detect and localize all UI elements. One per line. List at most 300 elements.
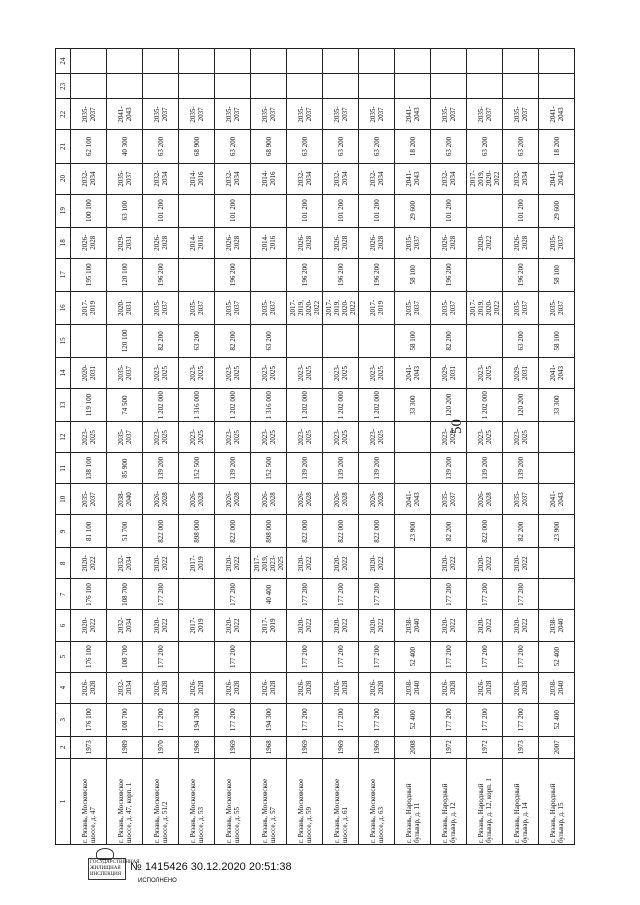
table-cell: 2035-2037	[251, 99, 287, 130]
table-cell: 2026-2028	[71, 672, 107, 703]
address-cell: г. Рязань, Московское шоссе, д. 51/2	[143, 758, 179, 844]
table-cell	[467, 74, 503, 99]
address-cell: г. Рязань, Московское шоссе, д. 53	[179, 758, 215, 844]
address-cell: г. Рязань, Московское шоссе, д. 55	[215, 758, 251, 844]
table-cell: 2041-2043	[539, 99, 575, 130]
table-cell: 2038-2040	[395, 672, 431, 703]
address-cell: г. Рязань, Московское шоссе, д. 47	[71, 758, 107, 844]
table-cell: 139 200	[323, 453, 359, 484]
table-cell	[179, 579, 215, 610]
table-cell: 2020-2022	[323, 610, 359, 641]
table-cell: 2032-2034	[107, 672, 143, 703]
table-cell: 51 700	[107, 515, 143, 548]
table-cell: 68 900	[251, 130, 287, 163]
table-cell: 63 200	[359, 130, 395, 163]
table-cell: 177 200	[323, 703, 359, 736]
table-cell: 63 200	[179, 324, 215, 357]
table-cell: 58 100	[395, 258, 431, 291]
table-cell: 1972	[467, 736, 503, 758]
table-cell: 2023-2025	[359, 357, 395, 388]
table-cell	[323, 324, 359, 357]
table-cell: 2026-2028	[503, 672, 539, 703]
table-cell: 1973	[503, 736, 539, 758]
table-cell: 152 500	[179, 453, 215, 484]
table-cell: 2035-2037	[287, 99, 323, 130]
table-cell: 2020-2031	[71, 357, 107, 388]
table-cell: 2023-2025	[179, 357, 215, 388]
table-cell: 2035-2037	[431, 484, 467, 515]
table-cell: 1968	[251, 736, 287, 758]
table-cell	[395, 74, 431, 99]
table-row	[431, 49, 467, 845]
table-cell: 63 200	[323, 130, 359, 163]
column-header: 8	[56, 548, 71, 579]
column-header: 2	[56, 736, 71, 758]
table-cell: 2017-2019	[359, 291, 395, 324]
table-cell: 1 202 000	[359, 389, 395, 422]
table-cell	[107, 49, 143, 74]
address-cell: г. Рязань, Народный бульвар, д. 15	[539, 758, 575, 844]
table-cell: 108 700	[107, 703, 143, 736]
table-cell	[539, 548, 575, 579]
table-cell: 196 200	[431, 258, 467, 291]
table-cell	[215, 74, 251, 99]
table-cell: 2032-2034	[323, 163, 359, 194]
table-cell: 2020-2022	[467, 610, 503, 641]
table-cell: 2041-2043	[107, 99, 143, 130]
table-cell: 2023-2025	[251, 357, 287, 388]
table-cell: 2035-2037	[107, 422, 143, 453]
table-cell: 63 200	[503, 324, 539, 357]
table-cell: 2014-2016	[179, 227, 215, 258]
page-number: 50	[449, 419, 465, 434]
table-cell: 100 100	[71, 194, 107, 227]
table-cell: 2026-2028	[251, 672, 287, 703]
table-cell: 2020-2022	[287, 548, 323, 579]
table-cell: 101 200	[431, 194, 467, 227]
table-cell: 1 202 000	[323, 389, 359, 422]
table-cell: 176 100	[71, 703, 107, 736]
table-cell	[539, 49, 575, 74]
table-cell	[323, 49, 359, 74]
table-cell: 898 000	[179, 515, 215, 548]
table-cell: 2032-2034	[431, 163, 467, 194]
table-cell: 2038-2040	[539, 672, 575, 703]
table-cell: 120 100	[107, 324, 143, 357]
table-cell: 177 200	[215, 641, 251, 672]
column-header: 5	[56, 641, 71, 672]
table-cell	[395, 453, 431, 484]
table-cell: 195 100	[71, 258, 107, 291]
table-cell: 822 000	[323, 515, 359, 548]
table-cell: 196 200	[503, 258, 539, 291]
table-cell: 2020-2022	[71, 548, 107, 579]
table-cell: 177 200	[143, 579, 179, 610]
table-cell: 194 300	[251, 703, 287, 736]
table-cell: 2041-2043	[395, 357, 431, 388]
stamp-subtext: ИСПОЛНЕНО	[138, 878, 177, 884]
table-cell	[503, 49, 539, 74]
table-cell: 2038-2040	[395, 610, 431, 641]
column-header: 12	[56, 422, 71, 453]
column-header: 10	[56, 484, 71, 515]
table-cell: 2026-2028	[431, 672, 467, 703]
table-cell	[323, 74, 359, 99]
table-cell: 177 200	[431, 703, 467, 736]
table-cell: 196 200	[323, 258, 359, 291]
table-cell: 2026-2028	[143, 672, 179, 703]
table-cell: 196 200	[215, 258, 251, 291]
table-cell: 2017-2019, 2020-2022	[323, 291, 359, 324]
table-cell: 63 200	[251, 324, 287, 357]
table-cell	[467, 49, 503, 74]
table-cell: 2017-2019	[71, 291, 107, 324]
table-cell	[503, 74, 539, 99]
table-cell	[539, 74, 575, 99]
table-cell: 2017-2019, 2023-2025	[251, 548, 287, 579]
table-cell	[143, 74, 179, 99]
table-cell: 2023-2025	[287, 357, 323, 388]
table-cell: 2023-2025	[431, 422, 467, 453]
table-cell: 2020-2022	[71, 610, 107, 641]
table-cell: 2026-2028	[179, 484, 215, 515]
table-body	[71, 49, 575, 845]
table-cell: 63 200	[215, 130, 251, 163]
table-cell: 23 900	[539, 515, 575, 548]
table-cell: 2035-2037	[467, 99, 503, 130]
table-cell: 23 900	[395, 515, 431, 548]
table-row	[287, 49, 323, 845]
table-cell: 176 100	[71, 579, 107, 610]
table-row	[179, 49, 215, 845]
table-cell	[251, 49, 287, 74]
column-header: 9	[56, 515, 71, 548]
table-cell: 120 200	[503, 389, 539, 422]
table-cell: 2023-2025	[143, 422, 179, 453]
table-row	[107, 49, 143, 845]
table-cell: 2023-2025	[71, 422, 107, 453]
table-cell: 152 500	[251, 453, 287, 484]
table-cell: 2020-2022	[215, 548, 251, 579]
table-cell	[431, 74, 467, 99]
column-header: 21	[56, 130, 71, 163]
table-cell: 177 200	[503, 703, 539, 736]
table-cell: 101 200	[359, 194, 395, 227]
table-cell: 2020-2022	[323, 548, 359, 579]
table-cell: 1989	[107, 736, 143, 758]
table-cell: 2035-2037	[143, 99, 179, 130]
table-cell: 2017-2019, 2020-2022	[467, 291, 503, 324]
column-header: 23	[56, 74, 71, 99]
table-cell: 2014-2016	[251, 163, 287, 194]
table-cell: 2023-2025	[143, 357, 179, 388]
table-cell: 2041-2043	[539, 484, 575, 515]
table-cell: 177 200	[467, 703, 503, 736]
table-cell: 1970	[143, 736, 179, 758]
table-cell: 177 200	[287, 703, 323, 736]
table-cell: 2032-2034	[143, 163, 179, 194]
table-cell: 2026-2028	[359, 484, 395, 515]
table-cell: 822 000	[143, 515, 179, 548]
table-cell: 82 200	[431, 515, 467, 548]
table-cell: 2020-2022	[467, 548, 503, 579]
table-cell: 2020-2022	[359, 548, 395, 579]
table-cell: 2026-2028	[359, 227, 395, 258]
table-row	[71, 49, 107, 845]
table-cell: 81 100	[71, 515, 107, 548]
table-cell: 177 200	[323, 641, 359, 672]
table-cell	[467, 194, 503, 227]
table-cell: 52 400	[539, 641, 575, 672]
table-cell: 2017-2019, 2020-2022	[467, 163, 503, 194]
column-header: 14	[56, 357, 71, 388]
table-cell	[71, 74, 107, 99]
table-cell: 2035-2037	[143, 291, 179, 324]
table-cell	[431, 49, 467, 74]
table-cell: 822 000	[467, 515, 503, 548]
table-cell: 1969	[359, 736, 395, 758]
table-cell: 177 200	[503, 579, 539, 610]
table-row	[503, 49, 539, 845]
address-cell: г. Рязань, Народный бульвар, д. 11	[395, 758, 431, 844]
table-cell: 2023-2025	[251, 422, 287, 453]
table-cell: 2032-2034	[215, 163, 251, 194]
table-cell: 1973	[71, 736, 107, 758]
table-cell: 2032-2034	[503, 163, 539, 194]
table-cell: 177 200	[143, 641, 179, 672]
table-cell: 2026-2028	[359, 672, 395, 703]
table-cell: 196 200	[287, 258, 323, 291]
table-cell: 177 200	[287, 579, 323, 610]
table-cell: 85 900	[107, 453, 143, 484]
table-cell: 2020-2022	[431, 610, 467, 641]
table-cell: 1 316 000	[251, 389, 287, 422]
table-cell: 177 200	[431, 579, 467, 610]
table-row	[395, 49, 431, 845]
table-cell: 177 200	[503, 641, 539, 672]
column-header: 3	[56, 703, 71, 736]
table-cell: 822 000	[215, 515, 251, 548]
table-cell: 2008	[395, 736, 431, 758]
table-cell: 2035-2037	[395, 291, 431, 324]
table-cell: 1 202 000	[467, 389, 503, 422]
address-cell: г. Рязань, Народный бульвар, д. 14	[503, 758, 539, 844]
table-cell: 177 200	[359, 703, 395, 736]
table-cell: 63 200	[143, 130, 179, 163]
table-row	[539, 49, 575, 845]
address-cell: г. Рязань, Народный бульвар, д. 12	[431, 758, 467, 844]
table-cell: 1 202 000	[143, 389, 179, 422]
table-cell: 52 400	[395, 641, 431, 672]
table-cell	[215, 49, 251, 74]
table-cell: 101 200	[323, 194, 359, 227]
table-row	[323, 49, 359, 845]
table-cell: 2035-2037	[503, 99, 539, 130]
table-cell: 2026-2028	[503, 227, 539, 258]
table-cell: 82 200	[215, 324, 251, 357]
table-cell: 2026-2028	[251, 484, 287, 515]
table-cell: 139 200	[287, 453, 323, 484]
table-cell: 52 400	[395, 703, 431, 736]
data-table	[55, 48, 575, 845]
table-cell: 63 100	[107, 194, 143, 227]
table-cell: 2035-2037	[107, 357, 143, 388]
column-header: 6	[56, 610, 71, 641]
table-cell	[287, 324, 323, 357]
table-cell: 177 200	[359, 579, 395, 610]
table-cell: 101 200	[143, 194, 179, 227]
table-cell: 2035-2037	[107, 163, 143, 194]
table-cell: 82 200	[503, 515, 539, 548]
table-cell: 2023-2025	[215, 422, 251, 453]
table-cell: 2038-2040	[107, 484, 143, 515]
table-cell: 2035-2037	[359, 99, 395, 130]
table-cell	[71, 324, 107, 357]
table-cell: 63 200	[503, 130, 539, 163]
table-cell: 2035-2037	[251, 291, 287, 324]
table-cell: 2026-2028	[215, 484, 251, 515]
address-cell: г. Рязань, Московское шоссе, д. 47, корп. 1	[107, 758, 143, 844]
table-cell: 101 200	[287, 194, 323, 227]
table-cell: 2017-2019	[179, 610, 215, 641]
table-cell: 40 300	[107, 130, 143, 163]
table-cell: 2023-2025	[467, 422, 503, 453]
table-cell: 108 700	[107, 641, 143, 672]
table-cell: 2026-2028	[323, 227, 359, 258]
table-cell: 2014-2016	[251, 227, 287, 258]
table-cell: 2020-2022	[143, 548, 179, 579]
table-cell: 58 100	[539, 324, 575, 357]
table-cell: 898 000	[251, 515, 287, 548]
table-cell: 2035-2037	[71, 99, 107, 130]
table-cell: 2023-2025	[287, 422, 323, 453]
address-cell: г. Рязань, Народный бульвар, д. 12, корп. 1	[467, 758, 503, 844]
table-cell: 82 200	[143, 324, 179, 357]
table-cell	[251, 194, 287, 227]
table-cell: 822 000	[287, 515, 323, 548]
table-cell	[539, 453, 575, 484]
table-cell: 62 100	[71, 130, 107, 163]
table-cell: 2007	[539, 736, 575, 758]
table-cell: 2032-2034	[359, 163, 395, 194]
table-cell: 2026-2028	[467, 672, 503, 703]
table-cell	[539, 422, 575, 453]
table-cell: 2017-2019	[251, 610, 287, 641]
column-header: 1	[56, 758, 71, 844]
column-header: 7	[56, 579, 71, 610]
table-cell: 120 100	[107, 258, 143, 291]
table-cell: 2035-2037	[503, 291, 539, 324]
table-cell: 196 200	[143, 258, 179, 291]
table-cell: 139 200	[359, 453, 395, 484]
table-cell: 2020-2022	[503, 548, 539, 579]
table-cell: 2035-2037	[539, 227, 575, 258]
address-cell: г. Рязань, Московское шоссе, д. 57	[251, 758, 287, 844]
table-cell: 1969	[323, 736, 359, 758]
table-cell: 177 200	[287, 641, 323, 672]
table-cell	[251, 641, 287, 672]
table-cell: 2020-2022	[503, 610, 539, 641]
table-cell: 2035-2037	[503, 484, 539, 515]
table-cell: 2026-2028	[215, 672, 251, 703]
table-cell	[359, 74, 395, 99]
address-cell: г. Рязань, Московское шоссе, д. 59	[287, 758, 323, 844]
table-cell: 2026-2028	[287, 672, 323, 703]
table-cell: 2035-2037	[215, 291, 251, 324]
table-cell: 177 200	[467, 641, 503, 672]
table-cell: 2041-2043	[395, 484, 431, 515]
table-cell	[179, 641, 215, 672]
table-cell: 52 400	[539, 703, 575, 736]
column-header: 22	[56, 99, 71, 130]
column-header: 18	[56, 227, 71, 258]
table-cell: 2023-2025	[215, 357, 251, 388]
table-row	[359, 49, 395, 845]
table-cell: 139 200	[431, 453, 467, 484]
table-cell: 2041-2043	[395, 163, 431, 194]
table-cell: 68 900	[179, 130, 215, 163]
table-cell: 177 200	[215, 703, 251, 736]
table-cell: 2023-2025	[359, 422, 395, 453]
table-cell: 1 202 000	[215, 389, 251, 422]
table-cell: 2023-2025	[323, 422, 359, 453]
table-cell: 18 200	[395, 130, 431, 163]
table-cell: 2026-2028	[323, 672, 359, 703]
table-cell	[251, 258, 287, 291]
rotated-table-container	[55, 48, 575, 845]
table-cell: 138 100	[71, 453, 107, 484]
table-cell: 2026-2028	[71, 227, 107, 258]
table-cell: 2029-2031	[107, 227, 143, 258]
table-cell: 58 100	[395, 324, 431, 357]
table-cell: 2026-2028	[215, 227, 251, 258]
table-cell: 2014-2016	[179, 163, 215, 194]
table-cell: 29 600	[395, 194, 431, 227]
table-cell: 1 202 000	[287, 389, 323, 422]
table-cell: 2020-2022	[431, 548, 467, 579]
column-header: 17	[56, 258, 71, 291]
table-cell: 177 200	[215, 579, 251, 610]
table-cell: 139 200	[503, 453, 539, 484]
table-cell: 1969	[287, 736, 323, 758]
table-cell	[539, 579, 575, 610]
table-cell: 63 200	[467, 130, 503, 163]
table-cell: 177 200	[359, 641, 395, 672]
table-cell: 1 316 000	[179, 389, 215, 422]
table-cell: 2029-2031	[431, 357, 467, 388]
table-cell	[179, 49, 215, 74]
table-cell: 2035-2037	[395, 227, 431, 258]
table-cell: 1969	[215, 736, 251, 758]
table-cell: 29 600	[539, 194, 575, 227]
table-cell	[287, 49, 323, 74]
table-cell: 2026-2028	[287, 227, 323, 258]
table-cell: 40 400	[251, 579, 287, 610]
table-cell: 74 500	[107, 389, 143, 422]
table-cell: 139 200	[215, 453, 251, 484]
table-cell	[467, 324, 503, 357]
table-cell: 2035-2037	[179, 99, 215, 130]
table-cell: 2032-2034	[107, 548, 143, 579]
column-header: 4	[56, 672, 71, 703]
table-cell: 2023-2025	[503, 422, 539, 453]
table-cell	[395, 422, 431, 453]
table-cell: 2026-2028	[179, 672, 215, 703]
table-row	[251, 49, 287, 845]
table-cell: 2020-2022	[467, 227, 503, 258]
table-cell: 63 200	[431, 130, 467, 163]
table-cell: 2020-2022	[215, 610, 251, 641]
